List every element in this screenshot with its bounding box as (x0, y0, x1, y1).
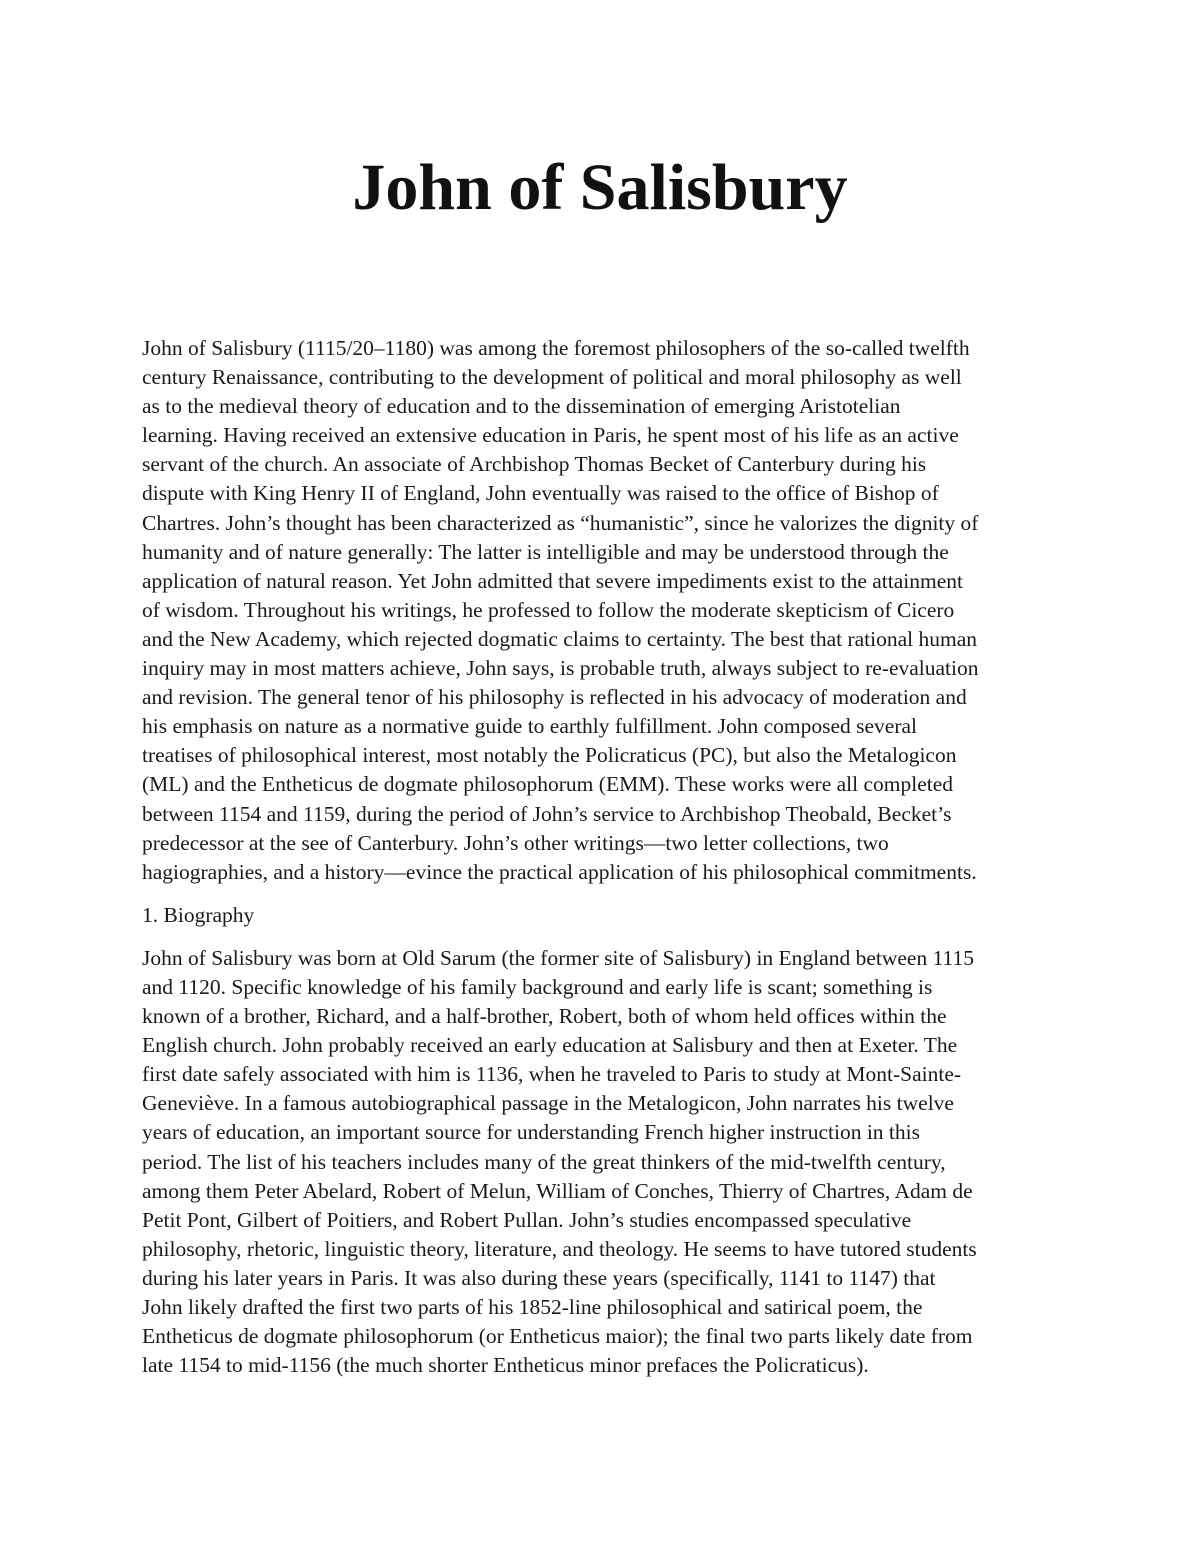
intro-line: learning. Having received an extensive education in Paris, he spent most of his life as an active (142, 423, 959, 448)
biography-line: late 1154 to mid-1156 (the much shorter Entheticus minor prefaces the Policraticus). (142, 1353, 869, 1378)
intro-line: hagiographies, and a history—evince the practical application of his philosophical commitments. (142, 859, 977, 884)
intro-line: between 1154 and 1159, during the period of John’s service to Archbishop Theobald, Becket’s (142, 801, 952, 826)
biography-line: John of Salisbury was born at Old Sarum (the former site of Salisbury) in England between 1115 (142, 945, 974, 970)
intro-paragraph (142, 334, 1072, 887)
biography-line: philosophy, rhetoric, linguistic theory, literature, and theology. He seems to have tutored students (142, 1236, 977, 1261)
section-heading-biography: 1. Biography (142, 902, 255, 927)
intro-line: Chartres. John’s thought has been characterized as “humanistic”, since he valorizes the dignity of (142, 510, 979, 535)
biography-line: among them Peter Abelard, Robert of Melun, William of Conches, Thierry of Chartres, Adam de (142, 1178, 973, 1203)
biography-paragraph (142, 944, 1072, 1380)
biography-line: period. The list of his teachers includes many of the great thinkers of the mid-twelfth century, (142, 1149, 946, 1174)
intro-line: predecessor at the see of Canterbury. John’s other writings—two letter collections, two (142, 830, 889, 855)
intro-line: inquiry may in most matters achieve, John says, is probable truth, always subject to re-evaluation (142, 656, 979, 681)
intro-line: John of Salisbury (1115/20–1180) was among the foremost philosophers of the so-called twelfth (142, 336, 970, 360)
intro-line: application of natural reason. Yet John admitted that severe impediments exist to the attainment (142, 568, 963, 593)
document-title: John of Salisbury (352, 151, 848, 224)
intro-line: as to the medieval theory of education and to the dissemination of emerging Aristotelian (142, 394, 901, 419)
biography-line: and 1120. Specific knowledge of his family background and early life is scant; something is (142, 974, 933, 999)
intro-line: (ML) and the Entheticus de dogmate philosophorum (EMM). These works were all completed (142, 772, 954, 797)
biography-line: first date safely associated with him is 1136, when he traveled to Paris to study at Mont-Sainte- (142, 1062, 962, 1087)
intro-line: dispute with King Henry II of England, John eventually was raised to the office of Bishop of (142, 481, 939, 506)
biography-line: Geneviève. In a famous autobiographical passage in the Metalogicon, John narrates his twelve (142, 1091, 954, 1116)
intro-line: and revision. The general tenor of his philosophy is reflected in his advocacy of moderation and (142, 685, 967, 710)
intro-line: and the New Academy, which rejected dogmatic claims to certainty. The best that rational human (142, 626, 978, 651)
biography-line: John likely drafted the first two parts of his 1852-line philosophical and satirical poem, the (142, 1295, 923, 1319)
biography-line: years of education, an important source for understanding French higher instruction in this (142, 1120, 920, 1145)
intro-line: humanity and of nature generally: The latter is intelligible and may be understood through the (142, 539, 949, 564)
biography-line: during his later years in Paris. It was also during these years (specifically, 1141 to 1147) that (142, 1265, 936, 1290)
intro-line: century Renaissance, contributing to the development of political and moral philosophy as well (142, 365, 962, 390)
biography-line: Entheticus de dogmate philosophorum (or Entheticus maior); the final two parts likely date from (142, 1324, 973, 1349)
biography-line: English church. John probably received an early education at Salisbury and then at Exeter. The (142, 1033, 958, 1058)
biography-line: Petit Pont, Gilbert of Poitiers, and Robert Pullan. John’s studies encompassed speculative (142, 1207, 912, 1232)
biography-line: known of a brother, Richard, and a half-brother, Robert, both of whom held offices within the (142, 1004, 947, 1029)
intro-line: his emphasis on nature as a normative guide to earthly fulfillment. John composed several (142, 714, 917, 739)
document-body (142, 334, 1072, 1380)
intro-line: of wisdom. Throughout his writings, he professed to follow the moderate skepticism of Cicero (142, 597, 955, 622)
intro-line: treatises of philosophical interest, most notably the Policraticus (PC), but also the Metalogicon (142, 743, 957, 768)
intro-line: servant of the church. An associate of Archbishop Thomas Becket of Canterbury during his (142, 452, 927, 477)
